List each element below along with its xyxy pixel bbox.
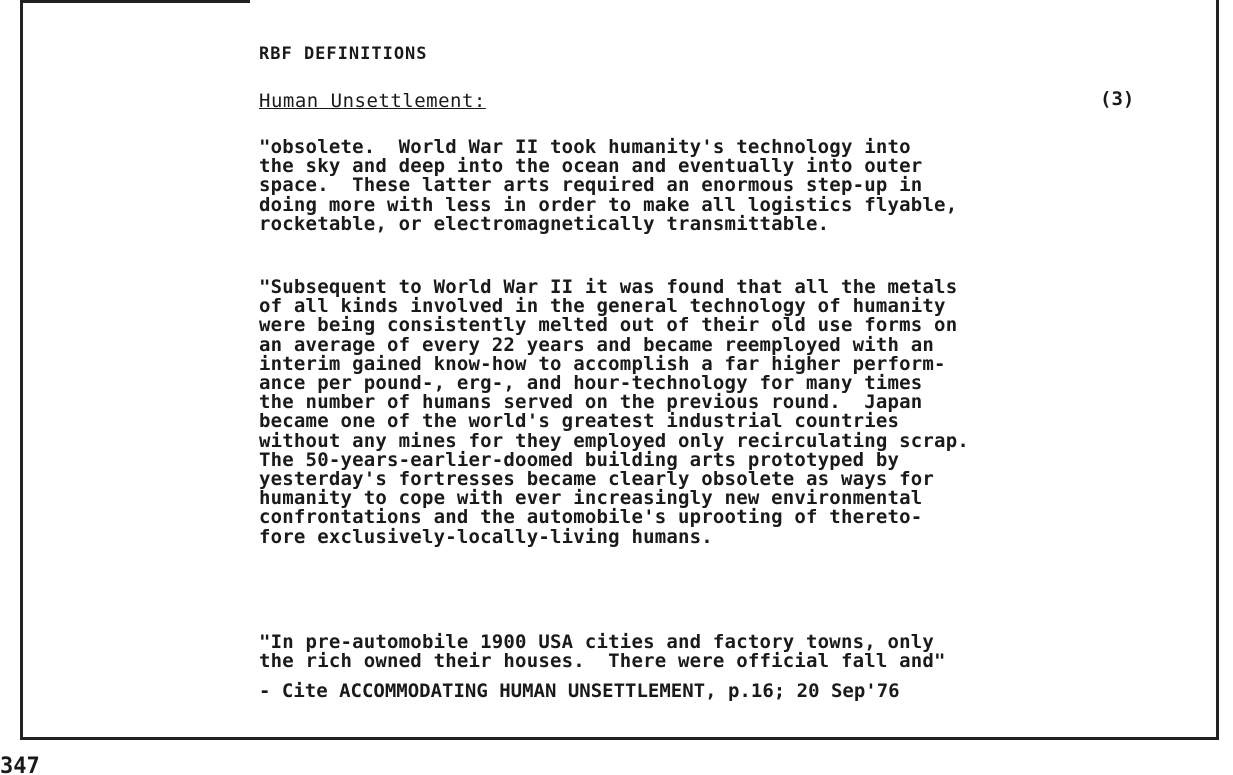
paragraph-3: "In pre-automobile 1900 USA cities and factory towns, only the rich owned their houses. There were official fall and"	[259, 631, 946, 673]
paragraph-2: "Subsequent to World War II it was found that all the metals of all kinds involved in the general technology of humanity were being consistently melted out of their old use forms on an average of every 22 years and became reemployed with an interim gained know-how to accomplish a far higher perform- ance per pound-, erg-, and hour-technology for many times the number of humans served on the previous round. Japan became one of the world's greatest industrial countries without any mines for they employed only recirculating scrap. The 50-years-earlier-doomed building arts prototyped by yesterday's fortresses became clearly obsolete as ways for humanity to cope with ever increasingly new environmental confrontations and the automobile's uprooting of thereto- fore exclusively-locally-living humans.	[259, 276, 969, 548]
paragraph-1: "obsolete. World War II took humanity's technology into the sky and deep into the ocean and eventually into outer space. These latter arts required an enormous step-up in doing more with less in order to make all logistics flyable, rocketable, or electromagnetically transmittable.	[259, 136, 958, 235]
citation: - Cite ACCOMMODATING HUMAN UNSETTLEMENT, p.16; 20 Sep'76	[259, 680, 900, 702]
card-index-number: 347	[0, 756, 40, 775]
card-page-number: (3)	[1100, 88, 1135, 110]
card-header: RBF DEFINITIONS	[259, 44, 428, 64]
definition-term: Human Unsettlement:	[259, 90, 486, 112]
